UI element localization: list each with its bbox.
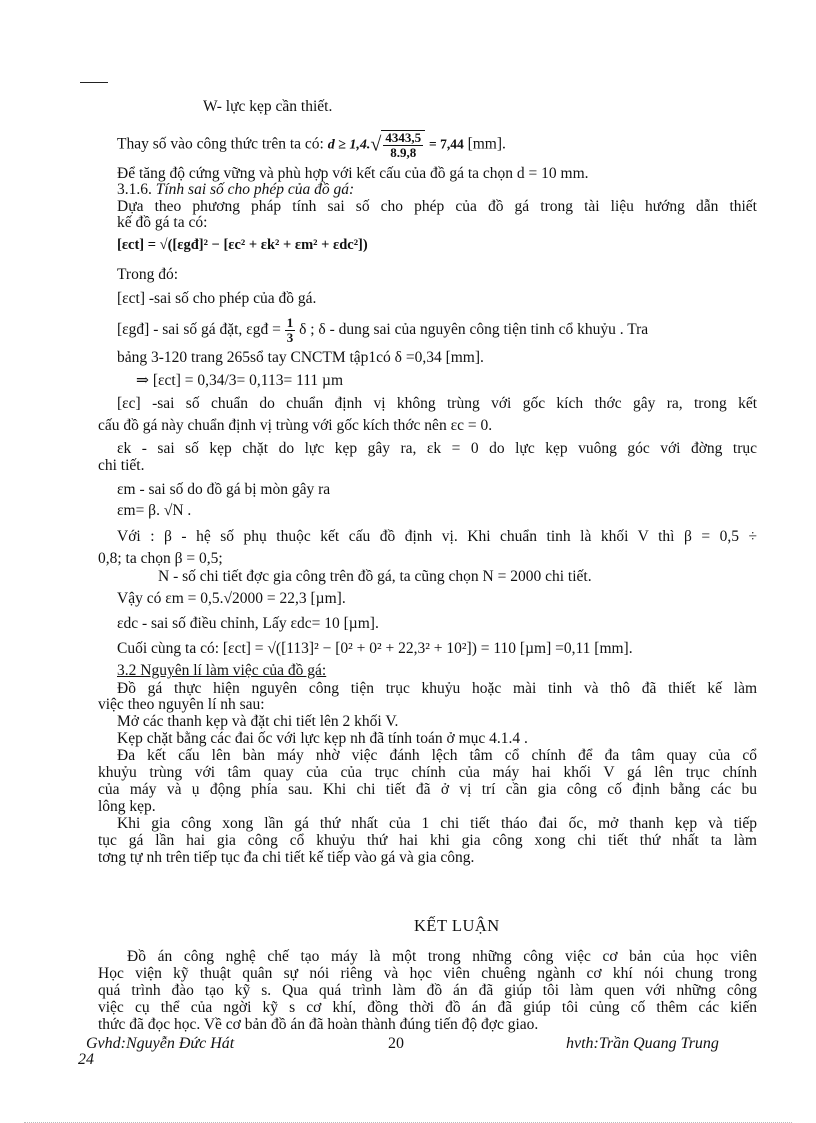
section-number: 3.1.6.	[117, 181, 152, 198]
footer-advisor: Gvhd:Nguyễn Đức Hát	[86, 1035, 235, 1052]
conclusion-line-5: thức đã đọc học. Về cơ bản đồ án đã hoàn thành đúng tiến độ đợc giao.	[98, 1016, 539, 1033]
edc-line: εdc - sai số điều chỉnh, Lấy εdc= 10 [µm].	[117, 615, 379, 632]
radical-sign: √	[370, 133, 382, 156]
beta-line-2: 0,8; ta chọn β = 0,5;	[98, 550, 223, 567]
principle-p4-line-1: Đa kết cấu lên bàn máy nhờ việc đánh lệch tâm cổ chính để đa tâm quay của cổ	[117, 747, 757, 764]
egd-text-b: δ ; δ - dung sai của nguyên công tiện tinh cổ khuỷu . Tra	[299, 321, 649, 339]
eq1-denominator: 8.9,8	[390, 145, 417, 160]
choose-d-line: Để tăng độ cứng vững và phù hợp với kết cấu của đồ gá ta chọn d = 10 mm.	[117, 165, 589, 182]
ek-line-2: chi tiết.	[98, 457, 145, 474]
footer-bottom-number: 24	[78, 1051, 94, 1068]
substitution-text: Thay số vào công thức trên ta có:	[117, 135, 324, 153]
substitution-line	[117, 130, 506, 160]
principle-p5-line-2: tục gá lần hai gia công cổ khuỷu thứ hai khi gia công xong chi tiết thứ nhất ta làm	[98, 832, 757, 849]
principle-line-2: việc theo nguyên lí nh sau:	[98, 696, 265, 713]
table-reference: bảng 3-120 trang 265sổ tay CNCTM tập1có δ =0,34 [mm].	[117, 349, 484, 366]
method-line-2: kế đồ gá ta có:	[117, 214, 208, 231]
conclusion-line-3: quá trình đào tạo kỹ s. Qua quá trình làm đồ án đã giúp tôi làm quen với những công	[98, 982, 757, 999]
main-formula: [εct] = √([εgđ]² − [εc² + εk² + εm² + εdc²])	[117, 237, 368, 253]
eq1-numerator: 4343,5	[385, 130, 422, 145]
section-title: Tính sai số cho phép của đồ gá:	[155, 181, 355, 198]
ek-line-1: εk - sai số kẹp chặt do lực kẹp gây ra, εk = 0 do lực kẹp vuông góc với đờng trục	[117, 440, 757, 457]
eq1-unit: [mm].	[467, 135, 506, 153]
eq1-sqrt	[381, 130, 425, 160]
section-3-2-heading: 3.2 Nguyên lí làm việc của đồ gá:	[117, 662, 327, 679]
header-rule	[80, 82, 108, 83]
egd-fraction	[285, 316, 296, 345]
footer-page-number: 20	[388, 1035, 404, 1052]
ec-line-2: cấu đồ gá này chuẩn định vị trùng với gốc kích thớc nên εc = 0.	[98, 417, 493, 434]
principle-p4-line-2: khuỷu trùng với tâm quay của của trục chính của máy hai khối V gá lên trục chính	[98, 764, 757, 781]
principle-p5-line-1: Khi gia công xong lần gá thứ nhất của 1 chi tiết tháo đai ốc, mở thanh kẹp và tiếp	[117, 815, 757, 832]
method-line-1: Dựa theo phương pháp tính sai số cho phép của đồ gá trong tài liệu hướng dẫn thiết	[117, 198, 757, 215]
egd-denominator: 3	[286, 330, 294, 345]
ect-value: ⇒ [εct] = 0,34/3= 0,113= 111 µm	[136, 372, 344, 389]
w-description: W- lực kẹp cần thiết.	[203, 98, 333, 115]
principle-line-1: Đồ gá thực hiện nguyên công tiện trục khuỷu hoặc mài tinh và thô đã thiết kế làm	[117, 680, 757, 697]
principle-step-open: Mở các thanh kẹp và đặt chi tiết lên 2 khối V.	[117, 713, 399, 730]
conclusion-line-4: việc cụ thể của ngời kỹ s cơ khí, đồng thời đồ án đã giúp tôi củng cố thêm các kiến	[98, 999, 757, 1016]
principle-p5-line-3: tơng tự nh trên tiếp tục đa chi tiết kế tiếp vào gá và gia công.	[98, 849, 475, 866]
conclusion-line-2: Học viện kỹ thuật quân sự nói riêng và học viên chuêng ngành cơ khí nói chung trong	[98, 965, 757, 982]
egd-numerator: 1	[286, 315, 294, 330]
eq1-lhs: d ≥ 1,4.	[327, 137, 371, 153]
egd-text-a: [εgđ] - sai số gá đặt, εgđ =	[117, 321, 281, 339]
em-formula: εm= β. √N .	[117, 502, 192, 519]
eq1-fraction	[383, 131, 423, 160]
beta-line-1: Với : β - hệ số phụ thuộc kết cấu đồ định vị. Khi chuẩn tinh là khối V thì β = 0,5 ÷	[117, 528, 757, 545]
n-description: N - số chi tiết đợc gia công trên đồ gá, ta cũng chọn N = 2000 chi tiết.	[158, 568, 592, 585]
ec-line-1: [εc] -sai số chuẩn do chuẩn định vị không trùng với gốc kích thớc gây ra, trong kết	[117, 395, 757, 412]
vay-co-line: Vậy có εm = 0,5.√2000 = 22,3 [µm].	[117, 590, 346, 607]
trong-do: Trong đó:	[117, 266, 179, 283]
em-definition: εm - sai số do đồ gá bị mòn gây ra	[117, 481, 331, 498]
principle-step-clamp: Kẹp chặt bằng các đai ốc với lực kẹp nh đã tính toán ở mục 4.1.4 .	[117, 730, 528, 747]
section-3-1-6-heading	[117, 181, 354, 198]
principle-p4-line-3: của máy và ụ động phía sau. Khi chi tiết đã ở vị trí cần gia công cố định bằng các bu	[98, 781, 757, 798]
ect-definition: [εct] -sai số cho phép của đồ gá.	[117, 290, 317, 307]
principle-p4-line-4: lông kẹp.	[98, 798, 156, 815]
footer-student: hvth:Trần Quang Trung	[566, 1035, 719, 1052]
conclusion-line-1: Đồ án công nghệ chế tạo máy là một trong những công việc cơ bản của học viên	[127, 948, 757, 965]
final-result-line: Cuối cùng ta có: [εct] = √([113]² − [0² + 0² + 22,3² + 10²]) = 110 [µm] =0,11 [mm].	[117, 640, 633, 657]
egd-definition	[117, 316, 648, 345]
eq1-rhs: = 7,44	[429, 136, 464, 152]
conclusion-heading: KẾT LUẬN	[414, 916, 500, 935]
